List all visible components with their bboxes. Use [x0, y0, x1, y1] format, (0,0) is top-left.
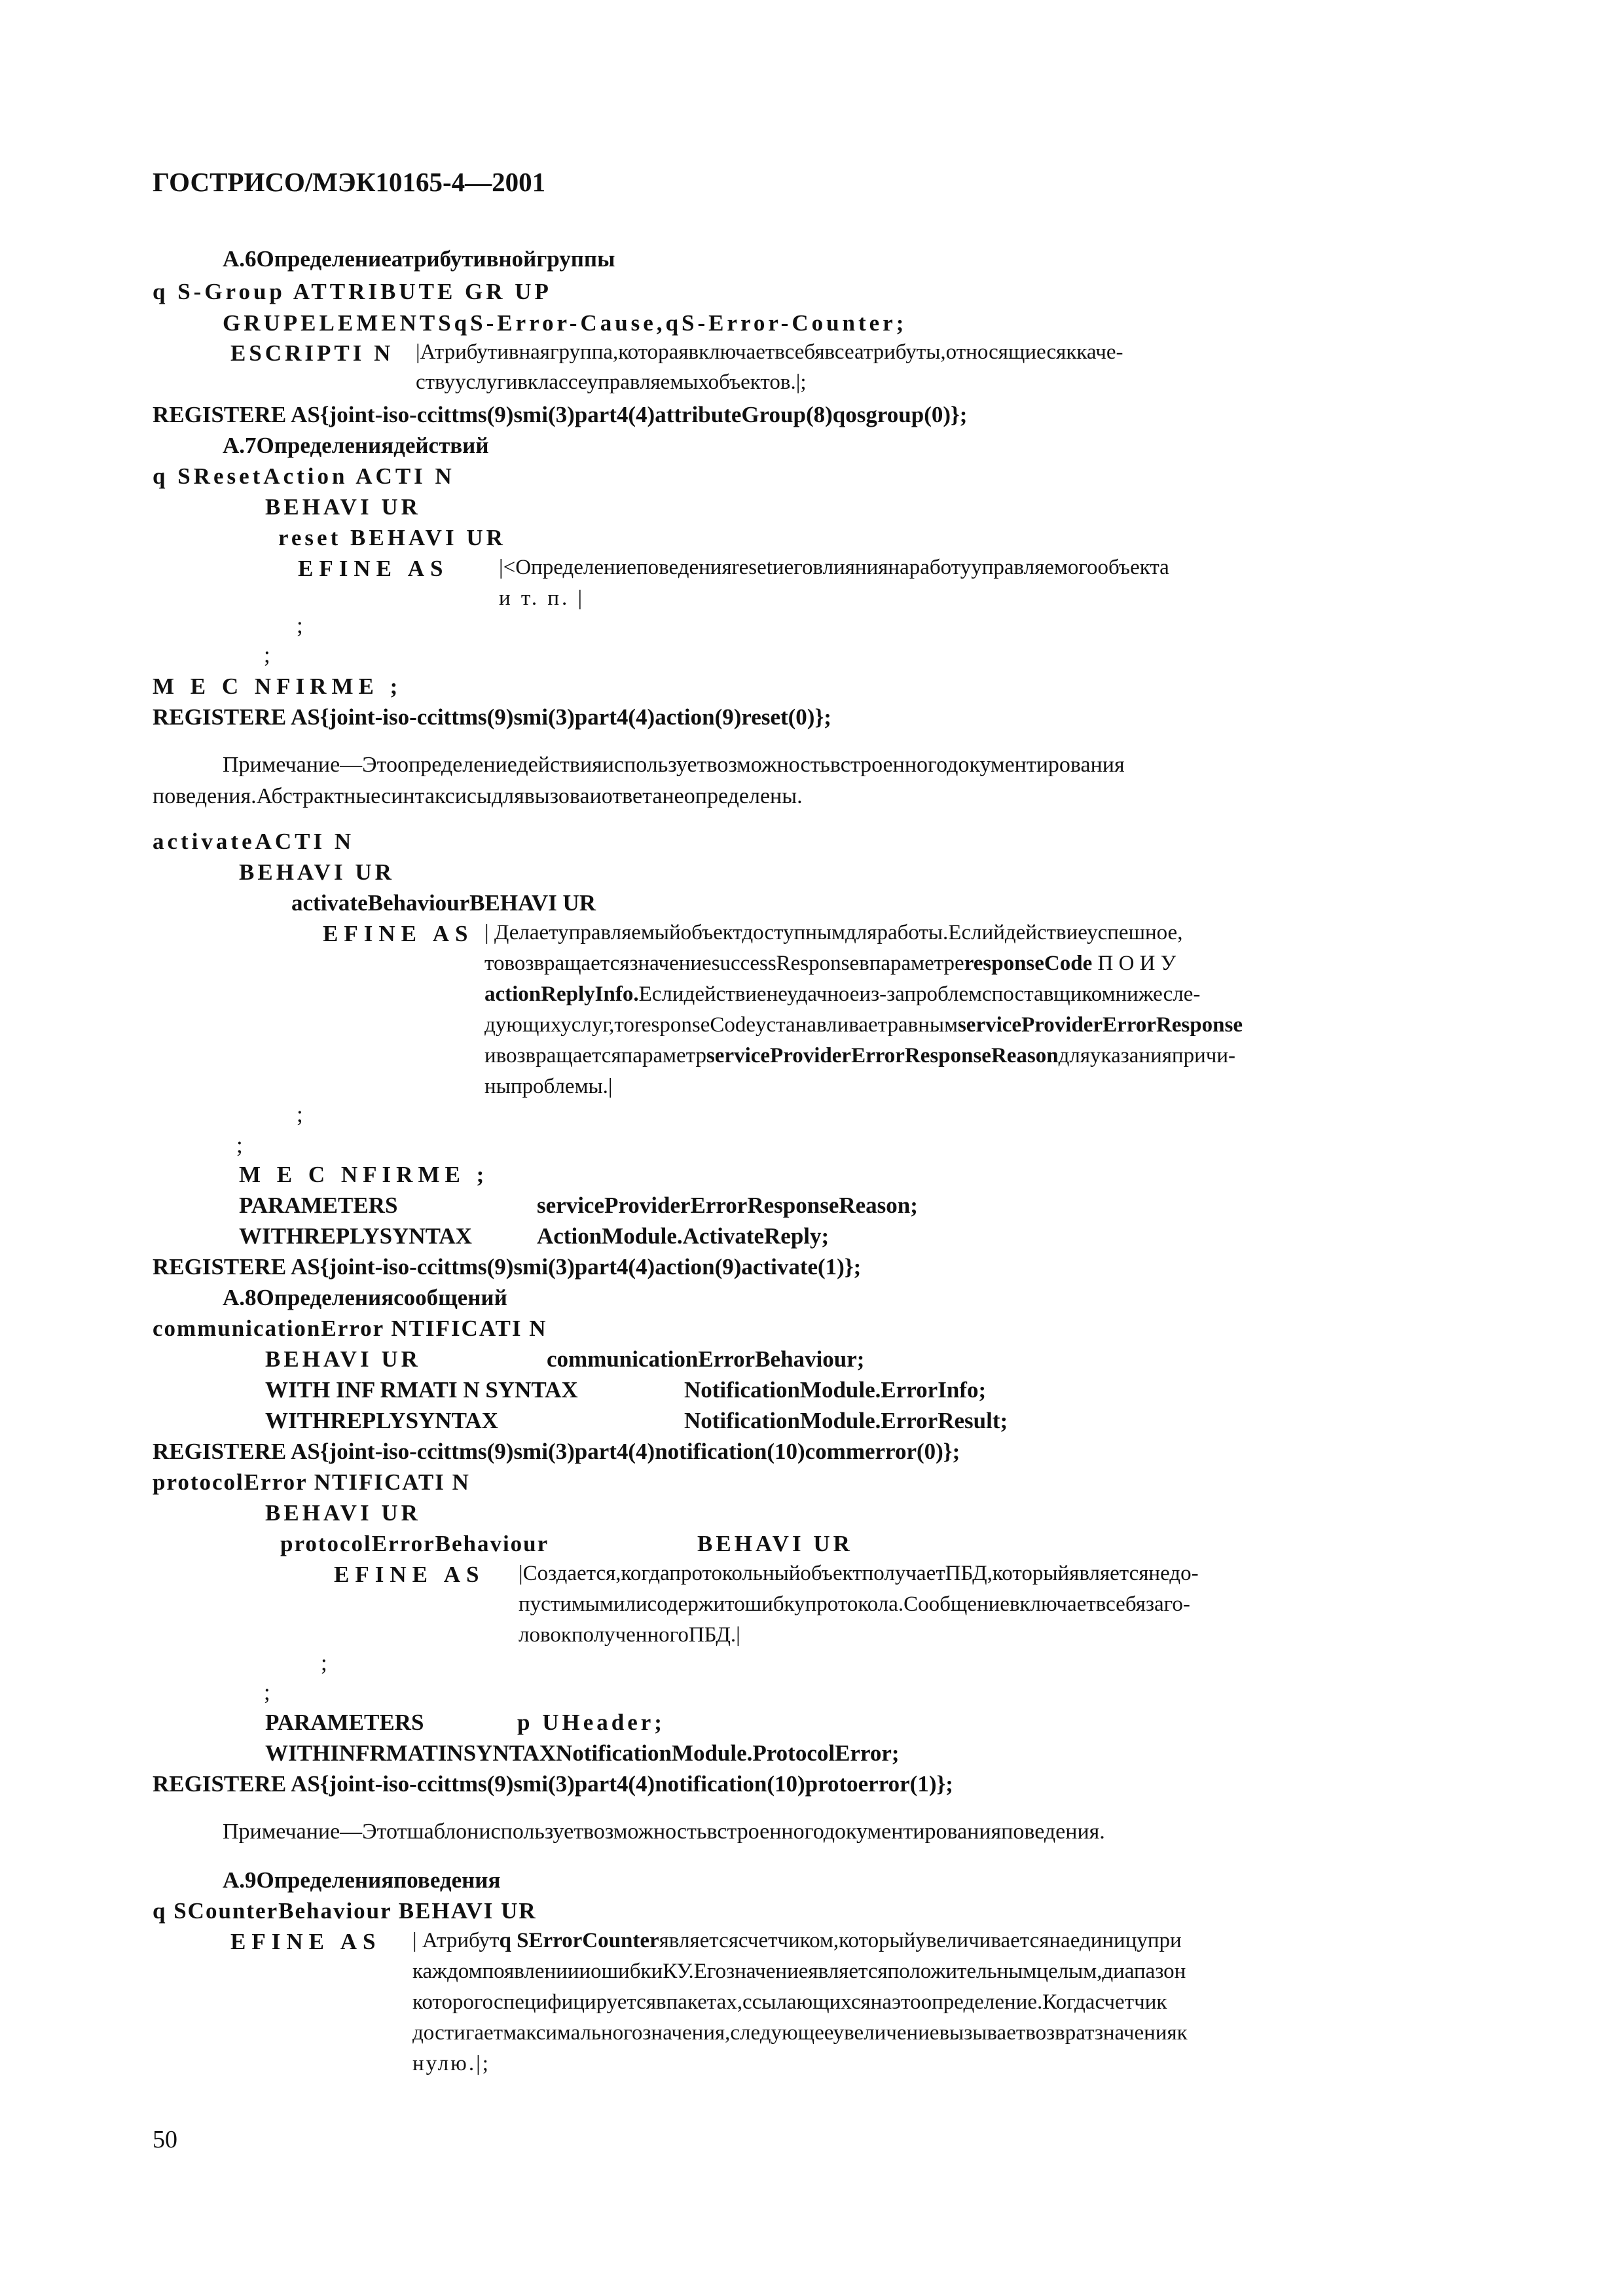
code-line: activateACTI N — [153, 829, 355, 854]
code-line: q S-Group ATTRIBUTE GR UP — [153, 279, 552, 304]
page-header: ГОСТРИСО/МЭК10165-4—2001 — [153, 167, 546, 197]
description-line — [484, 1045, 1235, 1067]
description-line: которогоспецифицируетсявпакетах,ссылающихсянаэтоопределение.Когдасчетчик — [412, 1990, 1167, 2014]
code-value: ActionModule.ActivateReply; — [537, 1223, 830, 1249]
code-value: NotificationModule.ErrorResult; — [684, 1408, 1008, 1433]
code-line: reset BEHAVI UR — [278, 525, 506, 550]
code-keyword: EFINE AS — [323, 921, 474, 946]
desc-text: Еслидействиенеудачноеиз-запроблемспоставщикомнижесле- — [638, 982, 1201, 1006]
semicolon: ; — [264, 642, 270, 668]
desc-text: товозвращаетсязначениеsuccessResponseвпараметре — [484, 952, 964, 975]
description-line: |<Определениеповеденияresetиеговлияниянаработууправляемогообъекта — [499, 556, 1169, 579]
register-line: REGISTERE AS{joint-iso-ccittms(9)smi(3)part4(4)notification(10)commerror(0)}; — [153, 1439, 960, 1464]
code-line: GRUPELEMENTSqS-Error-Cause,qS-Error-Counter; — [223, 310, 907, 336]
description-line: нулю.|; — [412, 2052, 490, 2075]
code-line: BEHAVI UR — [265, 494, 421, 520]
code-keyword: PARAMETERS — [239, 1193, 398, 1218]
description-line: |Создается,когдапротокольныйобъектполучаетПБД,которыйявляетсянедо- — [519, 1562, 1199, 1585]
desc-keyword: serviceProviderErrorResponseReason — [706, 1044, 1059, 1067]
code-line: q SResetAction ACTI N — [153, 463, 455, 489]
description-line — [484, 953, 1176, 975]
description-line: и т. п. | — [499, 586, 585, 610]
section-heading: А.6Определениеатрибутивнойгруппы — [223, 246, 615, 272]
note-line: поведения.Абстрактныесинтаксисыдлявызоваиответанеопределены. — [153, 784, 803, 808]
code-value: serviceProviderErrorResponseReason; — [537, 1193, 918, 1218]
desc-text: П О И У — [1097, 952, 1176, 975]
note-line: Примечание—Этоопределениедействияиспользуетвозможностьвстроенногодокументирования — [223, 753, 1125, 777]
register-line: REGISTERE AS{joint-iso-ccittms(9)smi(3)part4(4)action(9)reset(0)}; — [153, 704, 831, 730]
code-keyword: WITHREPLYSYNTAX — [265, 1408, 498, 1433]
code-line: protocolErrorBehaviour — [280, 1531, 549, 1556]
code-keyword: EFINE AS — [230, 1929, 382, 1954]
description-line: каждомпоявлениииошибкиКУ.Егозначениеявляетсяположительнымцелым,диапазон — [412, 1960, 1186, 1983]
description-line: ловокполученногоПБД.| — [519, 1623, 740, 1647]
desc-keyword: serviceProviderErrorResponse — [957, 1013, 1243, 1037]
section-heading: А.9Определенияповедения — [223, 1867, 501, 1893]
register-line: REGISTERE AS{joint-iso-ccittms(9)smi(3)part4(4)attributeGroup(8)qosgroup(0)}; — [153, 402, 968, 427]
code-keyword: EFINE AS — [334, 1562, 485, 1587]
code-value: NotificationModule.ErrorInfo; — [684, 1377, 987, 1403]
note-line: Примечание—Этотшаблониспользуетвозможностьвстроенногодокументированияповедения. — [223, 1820, 1105, 1844]
description-line: | Делаетуправляемыйобъектдоступнымдляработы.Еслийдействиеуспешное, — [484, 921, 1183, 944]
code-keyword: ESCRIPTI N — [230, 340, 394, 366]
code-keyword: BEHAVI UR — [265, 1346, 421, 1372]
semicolon: ; — [297, 1102, 303, 1127]
code-value: p UHeader; — [517, 1710, 665, 1735]
description-line: |Атрибутивнаягруппа,котораявключаетвсебявсеатрибуты,относящиесяккаче- — [416, 340, 1123, 364]
description-line: пустимымилисодержитошибкупротокола.Сообщениевключаетвсебязаго- — [519, 1592, 1190, 1616]
semicolon: ; — [236, 1132, 243, 1158]
code-line: BEHAVI UR — [239, 859, 395, 885]
desc-text: | Атрибут — [412, 1929, 500, 1952]
semicolon: ; — [297, 613, 303, 638]
section-heading: А.7Определениядействий — [223, 433, 489, 458]
desc-text: дляуказанияпричи- — [1058, 1044, 1235, 1067]
code-line: M E C NFIRME ; — [239, 1162, 490, 1187]
code-line: protocolError NTIFICATI N — [153, 1469, 470, 1495]
register-line: REGISTERE AS{joint-iso-ccittms(9)smi(3)part4(4)notification(10)protoerror(1)}; — [153, 1771, 953, 1797]
code-line: communicationError NTIFICATI N — [153, 1316, 547, 1341]
desc-text: ивозвращаетсяпараметр — [484, 1044, 706, 1067]
code-line: BEHAVI UR — [697, 1531, 853, 1556]
desc-text: дующихуслуг,тоresponseCodeустанавливаетравным — [484, 1013, 958, 1037]
desc-text: являетсясчетчиком,которыйувеличиваетсянаединицупри — [659, 1929, 1182, 1952]
code-line: BEHAVI UR — [265, 1500, 421, 1526]
semicolon: ; — [321, 1650, 327, 1676]
description-line — [484, 984, 1200, 1005]
code-keyword: PARAMETERS — [265, 1710, 424, 1735]
description-line: достигаетмаксимальногозначения,следующееувеличениевызываетвозвратзначенияк — [412, 2021, 1188, 2045]
code-keyword: EFINE AS — [298, 556, 449, 581]
desc-keyword: responseCode — [964, 952, 1093, 975]
desc-keyword: actionReplyInfo. — [484, 982, 639, 1006]
semicolon: ; — [264, 1679, 270, 1705]
code-line: WITHINFRMATINSYNTAXNotificationModule.ProtocolError; — [265, 1740, 900, 1766]
desc-keyword: q SErrorCounter — [499, 1929, 659, 1952]
code-keyword: WITH INF RMATI N SYNTAX — [265, 1377, 578, 1403]
page-number: 50 — [153, 2126, 177, 2153]
code-line: M E C NFIRME ; — [153, 673, 403, 699]
register-line: REGISTERE AS{joint-iso-ccittms(9)smi(3)part4(4)action(9)activate(1)}; — [153, 1254, 862, 1280]
code-value: communicationErrorBehaviour; — [547, 1346, 865, 1372]
description-line — [412, 1930, 1182, 1952]
section-heading: А.8Определениясообщений — [223, 1285, 507, 1310]
code-keyword: WITHREPLYSYNTAX — [239, 1223, 472, 1249]
code-line: q SCounterBehaviour BEHAVI UR — [153, 1898, 537, 1924]
code-line: activateBehaviourBEHAVI UR — [291, 890, 596, 916]
description-line: ствууслугивклассеуправляемыхобъектов.|; — [416, 370, 807, 394]
description-line: ныпроблемы.| — [484, 1075, 613, 1098]
description-line — [484, 1014, 1243, 1036]
